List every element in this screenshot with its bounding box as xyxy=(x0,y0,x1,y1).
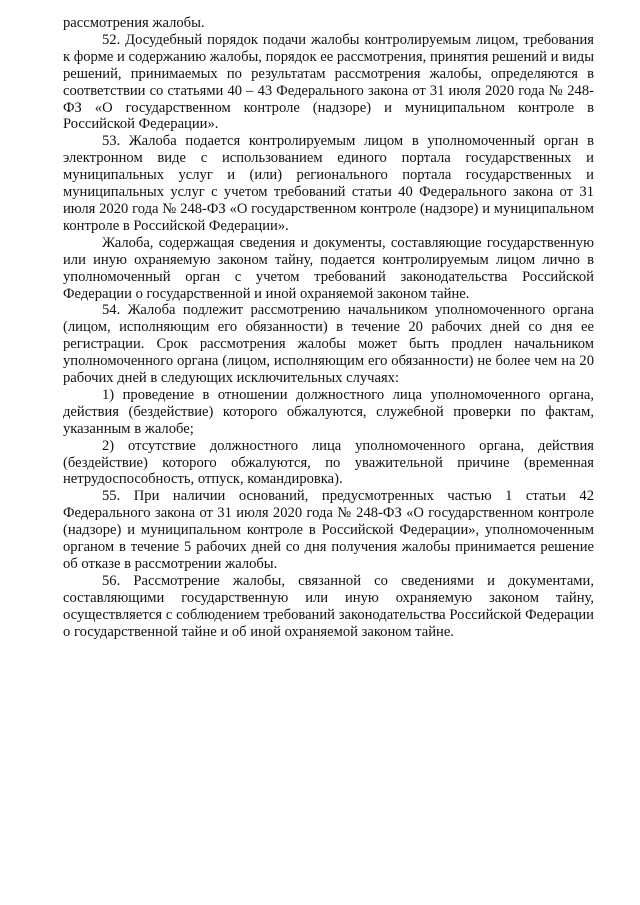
paragraph-54: 54. Жалоба подлежит рассмотрению начальником уполномоченного органа (лицом, исполняющим его обязанности) в течение 20 рабочих дней со дня ее регистрации. Срок рассмотрения жалобы может быть продлен начальником уполномоченного органа (лицом, исполняющим его обязанности) не более чем на 20 рабочих дней в следующих исключительных случаях: xyxy=(63,302,594,387)
paragraph-54-item-1: 1) проведение в отношении должностного лица уполномоченного органа, действия (бездействие) которого обжалуются, служебной проверки по фактам, указанным в жалобе; xyxy=(63,386,594,437)
paragraph-56: 56. Рассмотрение жалобы, связанной со сведениями и документами, составляющими государственную или иную охраняемую законом тайну, осуществляется с соблюдением требований законодательства Российской Федерации о государственной тайне и об иной охраняемой законом тайне. xyxy=(63,572,594,640)
paragraph-53: 53. Жалоба подается контролируемым лицом в уполномоченный орган в электронном виде с использованием единого портала государственных и муниципальных услуг и (или) регионального портала государственных и муниципальных услуг с учетом требований статьи 40 Федерального закона от 31 июля 2020 года № 248-ФЗ «О государственном контроле (надзоре) и муниципальном контроле в Российской Федерации». xyxy=(63,133,594,234)
paragraph-54-item-2: 2) отсутствие должностного лица уполномоченного органа, действия (бездействие) которого обжалуются, по уважительной причине (временная нетрудоспособность, отпуск, командировка). xyxy=(63,437,594,488)
document-page xyxy=(63,15,594,641)
paragraph-53-secret-complaint: Жалоба, содержащая сведения и документы, составляющие государственную или иную охраняемую законом тайну, подается контролируемым лицом лично в уполномоченный орган с учетом требований законодательства Российской Федерации о государственной и иной охраняемой законом тайне. xyxy=(63,234,594,302)
paragraph-55: 55. При наличии оснований, предусмотренных частью 1 статьи 42 Федерального закона от 31 июля 2020 года № 248-ФЗ «О государственном контроле (надзоре) и муниципальном контроле в Российской Федерации», уполномоченным органом в течение 5 рабочих дней со дня получения жалобы принимается решение об отказе в рассмотрении жалобы. xyxy=(63,488,594,572)
paragraph-continuation: рассмотрения жалобы. xyxy=(63,15,205,31)
paragraph-52: 52. Досудебный порядок подачи жалобы контролируемым лицом, требования к форме и содержанию жалобы, порядок ее рассмотрения, принятия решений и виды решений, принимаемых по результатам рассмотрения жалобы, определяются в соответствии со статьями 40 – 43 Федерального закона от 31 июля 2020 года № 248-ФЗ «О государственном контроле (надзоре) и муниципальном контроле в Российской Федерации». xyxy=(63,31,594,133)
